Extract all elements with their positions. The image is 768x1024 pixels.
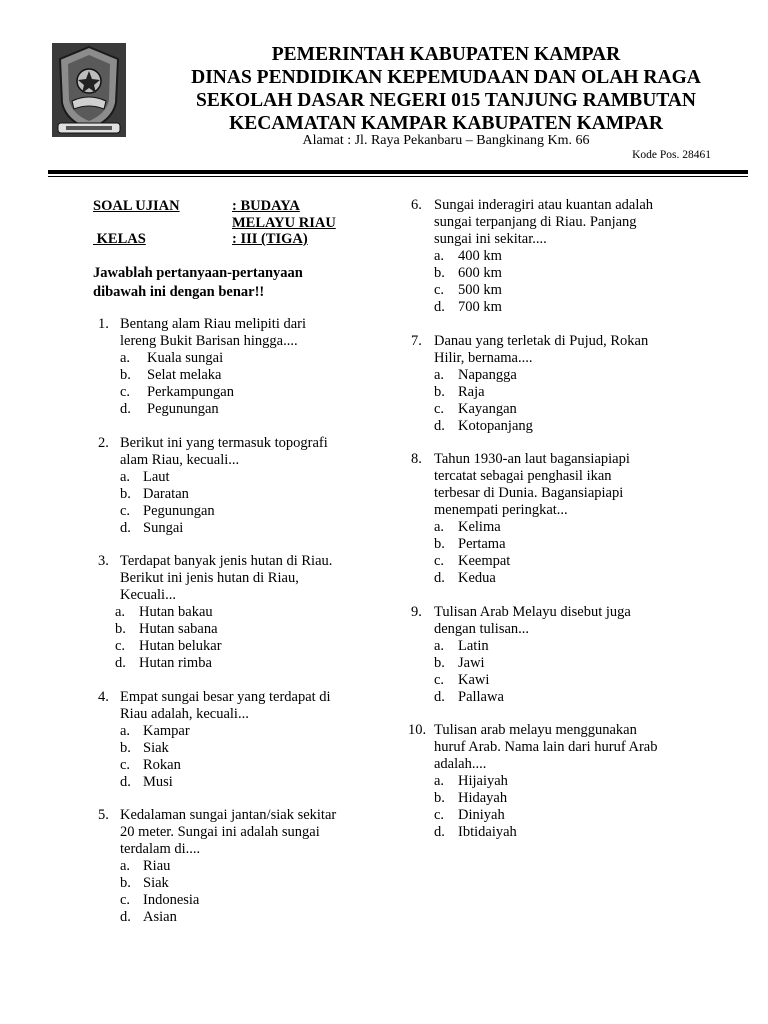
answer-option [93, 875, 373, 892]
answer-option [93, 520, 373, 537]
answer-option [408, 418, 708, 435]
answer-option [93, 740, 373, 757]
option-text: Latin [458, 637, 489, 654]
option-letter: b. [120, 739, 131, 756]
answer-option [408, 282, 708, 299]
option-letter: a. [115, 604, 126, 620]
option-letter: c. [434, 282, 445, 298]
option-text: Rokan [143, 756, 181, 773]
answer-option [93, 469, 373, 486]
answer-option [93, 757, 373, 774]
class-value: : III (TIGA) [232, 231, 308, 247]
option-letter: c. [120, 502, 131, 519]
answer-option [408, 638, 708, 655]
answer-option [408, 384, 708, 401]
option-letter: c. [434, 553, 445, 569]
answer-option [93, 604, 373, 621]
answer-option [93, 723, 373, 740]
option-letter: d. [120, 909, 131, 925]
subject-value-1: : BUDAYA [232, 198, 300, 214]
option-text: 700 km [458, 299, 502, 315]
question-number: 9. [411, 603, 422, 620]
option-text: Selat melaka [147, 367, 222, 383]
question-9 [408, 604, 708, 706]
answer-option [408, 672, 708, 689]
option-text: Pegunungan [147, 401, 219, 417]
question-7 [408, 333, 708, 435]
question-number: 4. [98, 688, 109, 705]
answer-option [408, 807, 708, 824]
question-10 [408, 722, 708, 841]
question-number: 6. [411, 197, 422, 213]
question-number: 2. [98, 434, 109, 451]
option-text: Hutan sabana [139, 621, 218, 637]
question-text: Danau yang terletak di Pujud, Rokan Hilir, bernama.... [434, 332, 649, 366]
option-text: 600 km [458, 265, 502, 281]
option-text: Keempat [458, 553, 511, 569]
option-text: Indonesia [143, 892, 200, 908]
option-text: Pertama [458, 536, 506, 552]
answer-option [408, 790, 708, 807]
option-letter: a. [434, 366, 445, 383]
option-text: Pallawa [458, 688, 504, 705]
option-letter: c. [434, 400, 445, 417]
option-letter: a. [434, 519, 445, 535]
option-letter: c. [115, 638, 126, 654]
answer-option [93, 401, 373, 418]
header-divider-thin [48, 176, 748, 177]
question-text: Empat sungai besar yang terdapat di Riau adalah, kecuali... [120, 688, 331, 722]
answer-option [93, 638, 373, 655]
answer-option [408, 536, 708, 553]
option-letter: a. [120, 350, 131, 366]
answer-option [93, 367, 373, 384]
option-text: Hutan bakau [139, 604, 213, 620]
option-text: Kayangan [458, 400, 517, 417]
option-letter: c. [120, 892, 131, 908]
question-text: Kedalaman sungai jantan/siak sekitar 20 meter. Sungai ini adalah sungai terdalam di.... [120, 807, 337, 857]
option-letter: a. [120, 722, 131, 739]
option-letter: d. [434, 824, 445, 840]
question-number: 1. [98, 316, 109, 332]
option-text: Musi [143, 773, 173, 790]
answer-option [93, 503, 373, 520]
subject-label: SOAL UJIAN [93, 198, 180, 214]
answer-option [408, 265, 708, 282]
school-address: Alamat : Jl. Raya Pekanbaru – Bangkinang Km. 66 [302, 133, 590, 148]
option-letter: b. [434, 654, 445, 671]
option-text: Kelima [458, 519, 501, 535]
option-letter: a. [434, 637, 445, 654]
option-letter: d. [115, 655, 126, 671]
answer-option [93, 486, 373, 503]
question-4 [93, 689, 373, 791]
option-letter: b. [434, 790, 445, 806]
question-5 [93, 807, 373, 926]
option-text: Perkampungan [147, 384, 234, 400]
option-text: Kotopanjang [458, 417, 533, 434]
option-text: Ibtidaiyah [458, 824, 517, 840]
option-letter: b. [434, 383, 445, 400]
question-text: Bentang alam Riau melipiti dari lereng Bukit Barisan hingga.... [120, 316, 307, 349]
answer-option [93, 621, 373, 638]
answer-option [408, 655, 708, 672]
answer-option [93, 909, 373, 926]
option-letter: a. [120, 858, 131, 874]
option-text: 400 km [458, 248, 502, 264]
option-letter: d. [120, 773, 131, 790]
header-line-3: SEKOLAH DASAR NEGERI 015 TANJUNG RAMBUTAN [195, 90, 696, 111]
option-text: Hidayah [458, 790, 508, 806]
answer-option [408, 570, 708, 587]
header-line-1: PEMERINTAH KABUPATEN KAMPAR [271, 44, 621, 65]
questions-right-column [408, 197, 708, 858]
exam-meta [93, 198, 363, 248]
option-text: Raja [458, 383, 485, 400]
option-text: Kampar [143, 722, 190, 739]
option-text: Siak [143, 739, 169, 756]
question-text: Tahun 1930-an laut bagansiapiapi tercatat sebagai penghasil ikan terbesar di Dunia. Bagansiapiapi menempati peringkat... [434, 451, 630, 518]
question-number: 7. [411, 332, 422, 349]
option-text: Jawi [458, 654, 485, 671]
answer-option [408, 824, 708, 841]
option-text: Kedua [458, 570, 496, 586]
option-text: Riau [143, 858, 171, 874]
option-text: Hijaiyah [458, 773, 508, 789]
answer-option [93, 892, 373, 909]
option-text: Hutan belukar [139, 638, 222, 654]
answer-option [408, 367, 708, 384]
question-text: Tulisan Arab Melayu disebut juga dengan tulisan... [434, 603, 631, 637]
option-letter: c. [120, 756, 131, 773]
option-text: Sungai [143, 519, 184, 536]
option-letter: c. [120, 384, 131, 400]
header-divider-thick [48, 170, 748, 174]
question-text: Tulisan arab melayu menggunakan huruf Arab. Nama lain dari huruf Arab adalah.... [434, 722, 658, 772]
question-3 [93, 553, 373, 672]
answer-option [93, 350, 373, 367]
option-letter: d. [120, 519, 131, 536]
answer-option [93, 384, 373, 401]
option-text: Laut [143, 468, 170, 485]
option-letter: c. [434, 807, 445, 823]
answer-option [93, 858, 373, 875]
option-text: Daratan [143, 485, 189, 502]
option-letter: d. [434, 570, 445, 586]
option-letter: a. [434, 773, 445, 789]
header-line-4: KECAMATAN KAMPAR KABUPATEN KAMPAR [229, 113, 663, 134]
option-text: Asian [143, 909, 177, 925]
option-letter: b. [434, 265, 445, 281]
option-letter: b. [120, 367, 131, 383]
option-letter: a. [434, 248, 445, 264]
question-8 [408, 451, 708, 587]
question-text: Sungai inderagiri atau kuantan adalah sungai terpanjang di Riau. Panjang sungai ini sekitar.... [434, 197, 654, 247]
option-text: 500 km [458, 282, 502, 298]
question-number: 5. [98, 807, 109, 823]
answer-option [408, 299, 708, 316]
option-letter: b. [115, 621, 126, 637]
answer-option [408, 689, 708, 706]
answer-option [93, 655, 373, 672]
question-number: 10. [408, 722, 427, 738]
question-6 [408, 197, 708, 316]
subject-value-2: MELAYU RIAU [232, 214, 336, 231]
question-number: 3. [98, 553, 109, 569]
question-text: Terdapat banyak jenis hutan di Riau. Berikut ini jenis hutan di Riau, Kecuali... [120, 553, 333, 603]
question-number: 8. [411, 451, 422, 467]
questions-left-column [93, 316, 373, 943]
option-text: Pegunungan [143, 502, 215, 519]
option-letter: d. [434, 688, 445, 705]
header-line-2: DINAS PENDIDIKAN KEPEMUDAAN DAN OLAH RAGA [191, 67, 701, 88]
option-letter: a. [120, 468, 131, 485]
answer-option [408, 401, 708, 418]
option-text: Napangga [458, 366, 517, 383]
answer-option [408, 773, 708, 790]
option-letter: b. [120, 875, 131, 891]
option-letter: d. [120, 401, 131, 417]
option-text: Siak [143, 875, 169, 891]
option-letter: d. [434, 299, 445, 315]
answer-option [408, 553, 708, 570]
question-text: Berikut ini yang termasuk topografi alam Riau, kecuali... [120, 434, 328, 468]
option-letter: b. [434, 536, 445, 552]
option-letter: b. [120, 485, 131, 502]
postcode: Kode Pos. 28461 [632, 149, 711, 161]
instruction: Jawablah pertanyaan-pertanyaan dibawah ini dengan benar!! [93, 265, 303, 300]
answer-option [408, 519, 708, 536]
answer-option [408, 248, 708, 265]
answer-option [93, 774, 373, 791]
option-text: Hutan rimba [139, 655, 212, 671]
option-letter: d. [434, 417, 445, 434]
question-2 [93, 435, 373, 537]
option-text: Diniyah [458, 807, 505, 823]
question-1 [93, 316, 373, 418]
kampar-regency-logo [52, 43, 126, 137]
option-letter: c. [434, 671, 445, 688]
option-text: Kawi [458, 671, 490, 688]
option-text: Kuala sungai [147, 350, 224, 366]
class-label: KELAS [93, 231, 146, 247]
